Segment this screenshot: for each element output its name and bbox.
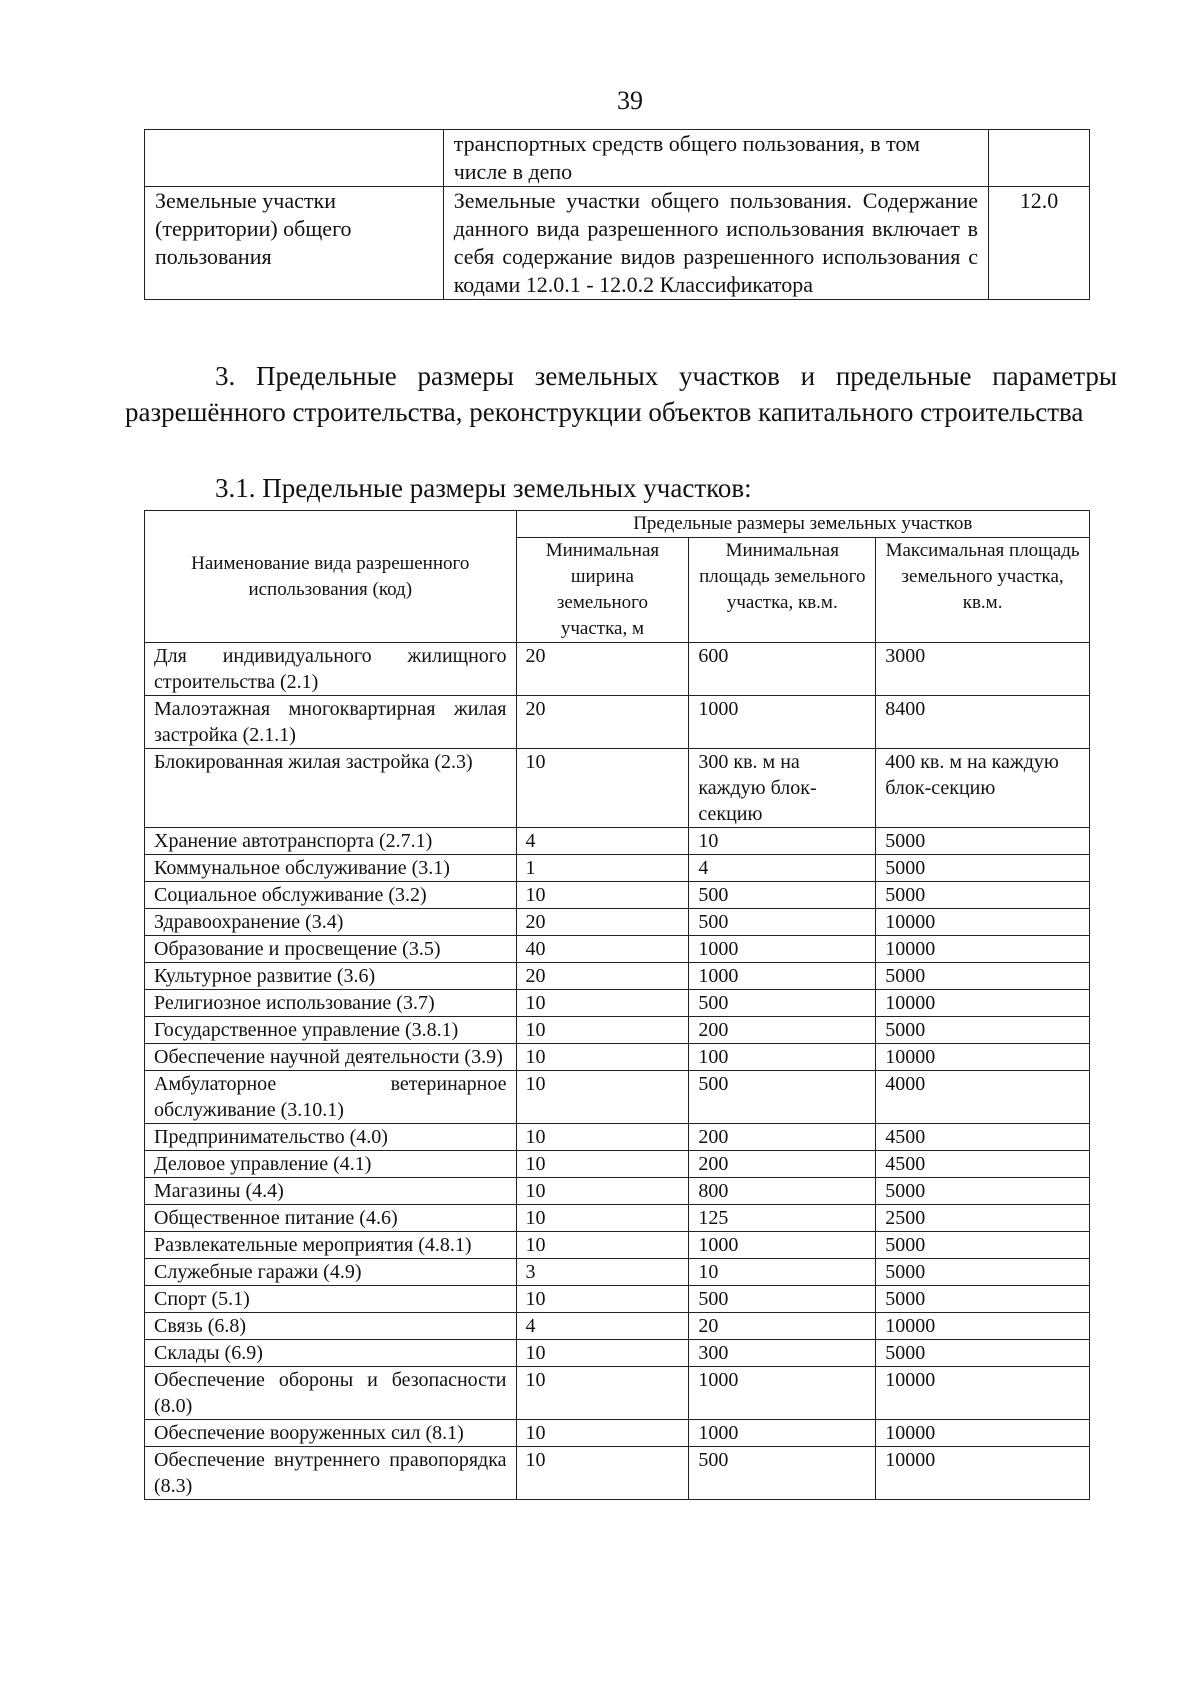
table-body bbox=[145, 643, 1090, 1500]
table-row bbox=[145, 1124, 1090, 1151]
min-area-cell: 1000 bbox=[689, 1232, 876, 1259]
use-description-cell: Земельные участки общего пользования. Содержание данного вида разрешенного использования включает в себя содержание видов разрешенного использования с кодами 12.0.1 - 12.0.2 Классификатора bbox=[443, 187, 988, 300]
min-width-cell: 1 bbox=[516, 855, 689, 882]
header-min-width: Минимальная ширина земельного участка, м bbox=[516, 538, 689, 643]
min-area-cell: 500 bbox=[689, 990, 876, 1017]
min-width-cell: 4 bbox=[516, 828, 689, 855]
max-area-cell: 4500 bbox=[876, 1151, 1090, 1178]
header-group-title: Предельные размеры земельных участков bbox=[516, 511, 1090, 538]
table-row bbox=[145, 1071, 1090, 1124]
min-width-cell: 20 bbox=[516, 963, 689, 990]
max-area-cell: 4000 bbox=[876, 1071, 1090, 1124]
header-max-area: Максимальная площадь земельного участка, кв.м. bbox=[876, 538, 1090, 643]
use-name-cell: Малоэтажная многоквартирная жилая застройка (2.1.1) bbox=[145, 696, 517, 749]
use-name-cell: Образование и просвещение (3.5) bbox=[145, 936, 517, 963]
min-area-cell: 100 bbox=[689, 1044, 876, 1071]
min-width-cell: 10 bbox=[516, 749, 689, 828]
min-area-cell: 1000 bbox=[689, 936, 876, 963]
table-row bbox=[145, 855, 1090, 882]
use-name-cell: Государственное управление (3.8.1) bbox=[145, 1017, 517, 1044]
max-area-cell: 5000 bbox=[876, 1178, 1090, 1205]
table-row bbox=[145, 749, 1090, 828]
table-row bbox=[145, 990, 1090, 1017]
table-row bbox=[145, 130, 1090, 187]
use-name-cell: Деловое управление (4.1) bbox=[145, 1151, 517, 1178]
table-row bbox=[145, 696, 1090, 749]
table-row bbox=[145, 1259, 1090, 1286]
land-plot-size-limits-table bbox=[144, 510, 1090, 1500]
min-area-cell: 200 bbox=[689, 1124, 876, 1151]
min-width-cell: 10 bbox=[516, 882, 689, 909]
use-name-cell: Обеспечение вооруженных сил (8.1) bbox=[145, 1420, 517, 1447]
table-row bbox=[145, 1447, 1090, 1500]
max-area-cell: 10000 bbox=[876, 1313, 1090, 1340]
use-name-cell: Магазины (4.4) bbox=[145, 1178, 517, 1205]
use-name-cell: Коммунальное обслуживание (3.1) bbox=[145, 855, 517, 882]
use-name-cell: Хранение автотранспорта (2.7.1) bbox=[145, 828, 517, 855]
table-row bbox=[145, 1367, 1090, 1420]
header-min-area: Минимальная площадь земельного участка, кв.м. bbox=[689, 538, 876, 643]
min-area-cell: 1000 bbox=[689, 1420, 876, 1447]
min-width-cell: 10 bbox=[516, 1205, 689, 1232]
min-width-cell: 10 bbox=[516, 1044, 689, 1071]
table-row bbox=[145, 963, 1090, 990]
min-width-cell: 10 bbox=[516, 1124, 689, 1151]
use-code-cell: 12.0 bbox=[989, 187, 1090, 300]
max-area-cell: 10000 bbox=[876, 1447, 1090, 1500]
max-area-cell: 5000 bbox=[876, 1340, 1090, 1367]
min-area-cell: 500 bbox=[689, 1286, 876, 1313]
min-area-cell: 1000 bbox=[689, 963, 876, 990]
max-area-cell: 10000 bbox=[876, 1044, 1090, 1071]
use-description-cell: транспортных средств общего пользования, в том числе в депо bbox=[443, 130, 988, 187]
use-name-cell: Обеспечение научной деятельности (3.9) bbox=[145, 1044, 517, 1071]
min-area-cell: 200 bbox=[689, 1017, 876, 1044]
min-area-cell: 500 bbox=[689, 909, 876, 936]
max-area-cell: 5000 bbox=[876, 1232, 1090, 1259]
table-row bbox=[145, 936, 1090, 963]
min-area-cell: 4 bbox=[689, 855, 876, 882]
max-area-cell: 10000 bbox=[876, 1367, 1090, 1420]
max-area-cell: 5000 bbox=[876, 963, 1090, 990]
min-width-cell: 3 bbox=[516, 1259, 689, 1286]
table-row bbox=[145, 1420, 1090, 1447]
min-width-cell: 20 bbox=[516, 696, 689, 749]
max-area-cell: 5000 bbox=[876, 1259, 1090, 1286]
table-row bbox=[145, 909, 1090, 936]
min-width-cell: 10 bbox=[516, 1420, 689, 1447]
use-name-cell: Связь (6.8) bbox=[145, 1313, 517, 1340]
use-name-cell: Амбулаторное ветеринарное обслуживание (3.10.1) bbox=[145, 1071, 517, 1124]
table-row bbox=[145, 1205, 1090, 1232]
use-name-cell: Развлекательные мероприятия (4.8.1) bbox=[145, 1232, 517, 1259]
min-area-cell: 1000 bbox=[689, 696, 876, 749]
header-use-name: Наименование вида разрешенного использования (код) bbox=[145, 511, 517, 643]
use-name-cell: Для индивидуального жилищного строительства (2.1) bbox=[145, 643, 517, 696]
min-width-cell: 10 bbox=[516, 1232, 689, 1259]
table-row bbox=[145, 1044, 1090, 1071]
max-area-cell: 5000 bbox=[876, 828, 1090, 855]
min-width-cell: 4 bbox=[516, 1313, 689, 1340]
min-area-cell: 125 bbox=[689, 1205, 876, 1232]
table-row bbox=[145, 1232, 1090, 1259]
min-width-cell: 20 bbox=[516, 909, 689, 936]
max-area-cell: 4500 bbox=[876, 1124, 1090, 1151]
min-area-cell: 300 bbox=[689, 1340, 876, 1367]
use-name-cell: Склады (6.9) bbox=[145, 1340, 517, 1367]
max-area-cell: 5000 bbox=[876, 882, 1090, 909]
max-area-cell: 5000 bbox=[876, 1017, 1090, 1044]
use-name-cell: Обеспечение внутреннего правопорядка (8.3) bbox=[145, 1447, 517, 1500]
use-name-cell: Социальное обслуживание (3.2) bbox=[145, 882, 517, 909]
min-width-cell: 40 bbox=[516, 936, 689, 963]
table-row bbox=[145, 1340, 1090, 1367]
table-row bbox=[145, 1178, 1090, 1205]
min-area-cell: 500 bbox=[689, 1071, 876, 1124]
max-area-cell: 5000 bbox=[876, 855, 1090, 882]
min-width-cell: 10 bbox=[516, 1017, 689, 1044]
min-width-cell: 10 bbox=[516, 1367, 689, 1420]
use-name-cell: Общественное питание (4.6) bbox=[145, 1205, 517, 1232]
min-width-cell: 20 bbox=[516, 643, 689, 696]
table-row bbox=[145, 187, 1090, 300]
max-area-cell: 3000 bbox=[876, 643, 1090, 696]
min-area-cell: 10 bbox=[689, 1259, 876, 1286]
table-row bbox=[145, 1313, 1090, 1340]
min-width-cell: 10 bbox=[516, 1151, 689, 1178]
table-row bbox=[145, 882, 1090, 909]
use-name-cell: Обеспечение обороны и безопасности (8.0) bbox=[145, 1367, 517, 1420]
permitted-use-continuation-table bbox=[144, 129, 1090, 300]
table-row bbox=[145, 1151, 1090, 1178]
use-name-cell: Религиозное использование (3.7) bbox=[145, 990, 517, 1017]
section-3-1-heading: 3.1. Предельные размеры земельных участков: bbox=[215, 473, 752, 503]
max-area-cell: 10000 bbox=[876, 909, 1090, 936]
min-area-cell: 10 bbox=[689, 828, 876, 855]
table-row bbox=[145, 643, 1090, 696]
max-area-cell: 10000 bbox=[876, 990, 1090, 1017]
use-name-cell: Спорт (5.1) bbox=[145, 1286, 517, 1313]
min-width-cell: 10 bbox=[516, 1071, 689, 1124]
table-row bbox=[145, 1286, 1090, 1313]
min-width-cell: 10 bbox=[516, 990, 689, 1017]
min-area-cell: 600 bbox=[689, 643, 876, 696]
use-name-cell bbox=[145, 130, 444, 187]
min-area-cell: 200 bbox=[689, 1151, 876, 1178]
use-name-cell: Служебные гаражи (4.9) bbox=[145, 1259, 517, 1286]
min-area-cell: 500 bbox=[689, 1447, 876, 1500]
use-name-cell: Блокированная жилая застройка (2.3) bbox=[145, 749, 517, 828]
table-row bbox=[145, 1017, 1090, 1044]
min-width-cell: 10 bbox=[516, 1286, 689, 1313]
max-area-cell: 10000 bbox=[876, 936, 1090, 963]
use-name-cell: Предпринимательство (4.0) bbox=[145, 1124, 517, 1151]
page-number: 39 bbox=[617, 86, 643, 115]
max-area-cell: 400 кв. м на каждую блок-секцию bbox=[876, 749, 1090, 828]
min-area-cell: 500 bbox=[689, 882, 876, 909]
max-area-cell: 2500 bbox=[876, 1205, 1090, 1232]
use-name-cell: Здравоохранение (3.4) bbox=[145, 909, 517, 936]
section-3-heading-text: 3. Предельные размеры земельных участков и предельные параметры разрешённого строительства, реконструкции объектов капитального строительства bbox=[125, 361, 1117, 427]
max-area-cell: 8400 bbox=[876, 696, 1090, 749]
min-width-cell: 10 bbox=[516, 1447, 689, 1500]
use-name-cell: Земельные участки (территории) общего пользования bbox=[145, 187, 444, 300]
use-name-cell: Культурное развитие (3.6) bbox=[145, 963, 517, 990]
max-area-cell: 5000 bbox=[876, 1286, 1090, 1313]
min-area-cell: 1000 bbox=[689, 1367, 876, 1420]
section-3-heading bbox=[125, 358, 1117, 430]
max-area-cell: 10000 bbox=[876, 1420, 1090, 1447]
min-area-cell: 20 bbox=[689, 1313, 876, 1340]
min-area-cell: 300 кв. м на каждую блок-секцию bbox=[689, 749, 876, 828]
use-code-cell bbox=[989, 130, 1090, 187]
min-width-cell: 10 bbox=[516, 1340, 689, 1367]
min-area-cell: 800 bbox=[689, 1178, 876, 1205]
min-width-cell: 10 bbox=[516, 1178, 689, 1205]
table-row bbox=[145, 828, 1090, 855]
table-header-row bbox=[145, 511, 1090, 538]
